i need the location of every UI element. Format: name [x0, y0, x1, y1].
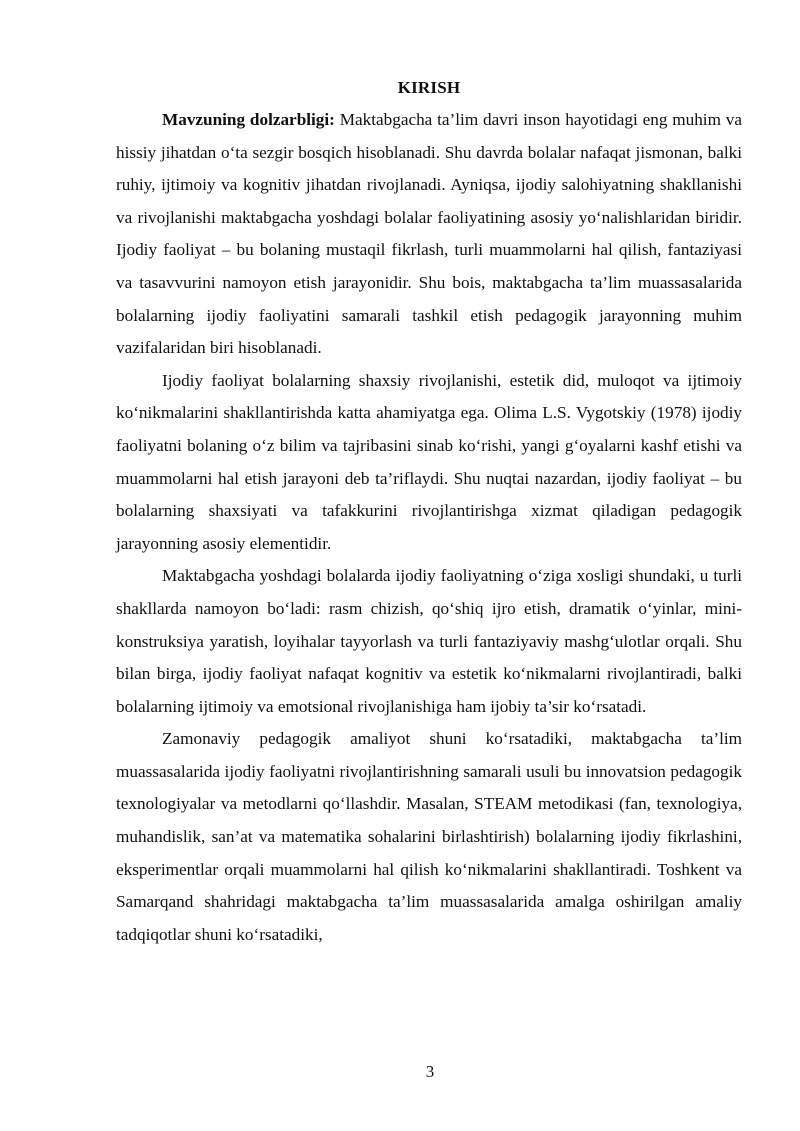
paragraph-modern-practice: Zamonaviy pedagogik amaliyot shuni ko‘rsatadiki, maktabgacha ta’lim muassasalarida ijodiy faoliyatni rivojlantirishning samarali usuli bu innovatsion pedagogik texnologiyalar va metodlarni qo‘llashdir. Masalan, STEAM metodikasi (fan, texnologiya, muhandislik, san’at va matematika sohalarini birlashtirish) bolalarning ijodiy fikrlashini, eksperimentlar orqali muammolarni hal qilish ko‘nikmalarini shakllantiradi. Toshkent va Samarqand shahridagi maktabgacha ta’lim muassasalarida amalga oshirilgan amaliy tadqiqotlar shuni ko‘rsatadiki, — [116, 729, 742, 944]
paragraph-lead: Mavzuning dolzarbligi: — [162, 110, 335, 129]
paragraph-text: Maktabgacha ta’lim davri inson hayotidagi eng muhim va hissiy jihatdan o‘ta sezgir bosqich hisoblanadi. Shu davrda bolalar nafaqat jismonan, balki ruhiy, ijtimoiy va kognitiv jihatdan rivojlanadi. Ayniqsa, ijodiy salohiyatning shakllanishi va rivojlanishi maktabgacha yoshdagi bolalar faoliyatining asosiy yo‘nalishlaridan biridir. Ijodiy faoliyat – bu bolaning mustaqil fikrlash, turli muammolarni hal qilish, fantaziyasi va tasavvurini namoyon etish jarayonidir. Shu bois, maktabgacha ta’lim muassasalarida bolalarning ijodiy faoliyatini samarali tashkil etish pedagogik jarayonning muhim vazifalaridan biri hisoblanadi. — [116, 110, 742, 358]
paragraph-preschool-features: Maktabgacha yoshdagi bolalarda ijodiy faoliyatning o‘ziga xosligi shundaki, u turli shakllarda namoyon bo‘ladi: rasm chizish, qo‘shiq ijro etish, dramatik o‘yinlar, mini-konstruksiya yaratish, loyihalar tayyorlash va turli fantaziyaviy mashg‘ulotlar orqali. Shu bilan birga, ijodiy faoliyat nafaqat kognitiv va estetik ko‘nikmalarni rivojlantiradi, balki bolalarning ijtimoiy va emotsional rivojlanishiga ham ijobiy ta’sir ko‘rsatadi. — [116, 566, 742, 716]
page-content — [116, 72, 742, 951]
page-number: 3 — [425, 1062, 435, 1081]
section-title: KIRISH — [397, 78, 461, 97]
paragraph-creative-activity: Ijodiy faoliyat bolalarning shaxsiy rivojlanishi, estetik did, muloqot va ijtimoiy ko‘nikmalarini shakllantirishda katta ahamiyatga ega. Olima L.S. Vygotskiy (1978) ijodiy faoliyatni bolaning o‘z bilim va tajribasini sinab ko‘rishi, yangi g‘oyalarni kashf etishi va muammolarni hal etish jarayoni deb ta’riflaydi. Shu nuqtai nazardan, ijodiy faoliyat – bu bolalarning shaxsiyati va tafakkurini rivojlantirishga xizmat qiladigan pedagogik jarayonning asosiy elementidir. — [116, 370, 742, 553]
paragraph-relevance — [116, 104, 742, 365]
